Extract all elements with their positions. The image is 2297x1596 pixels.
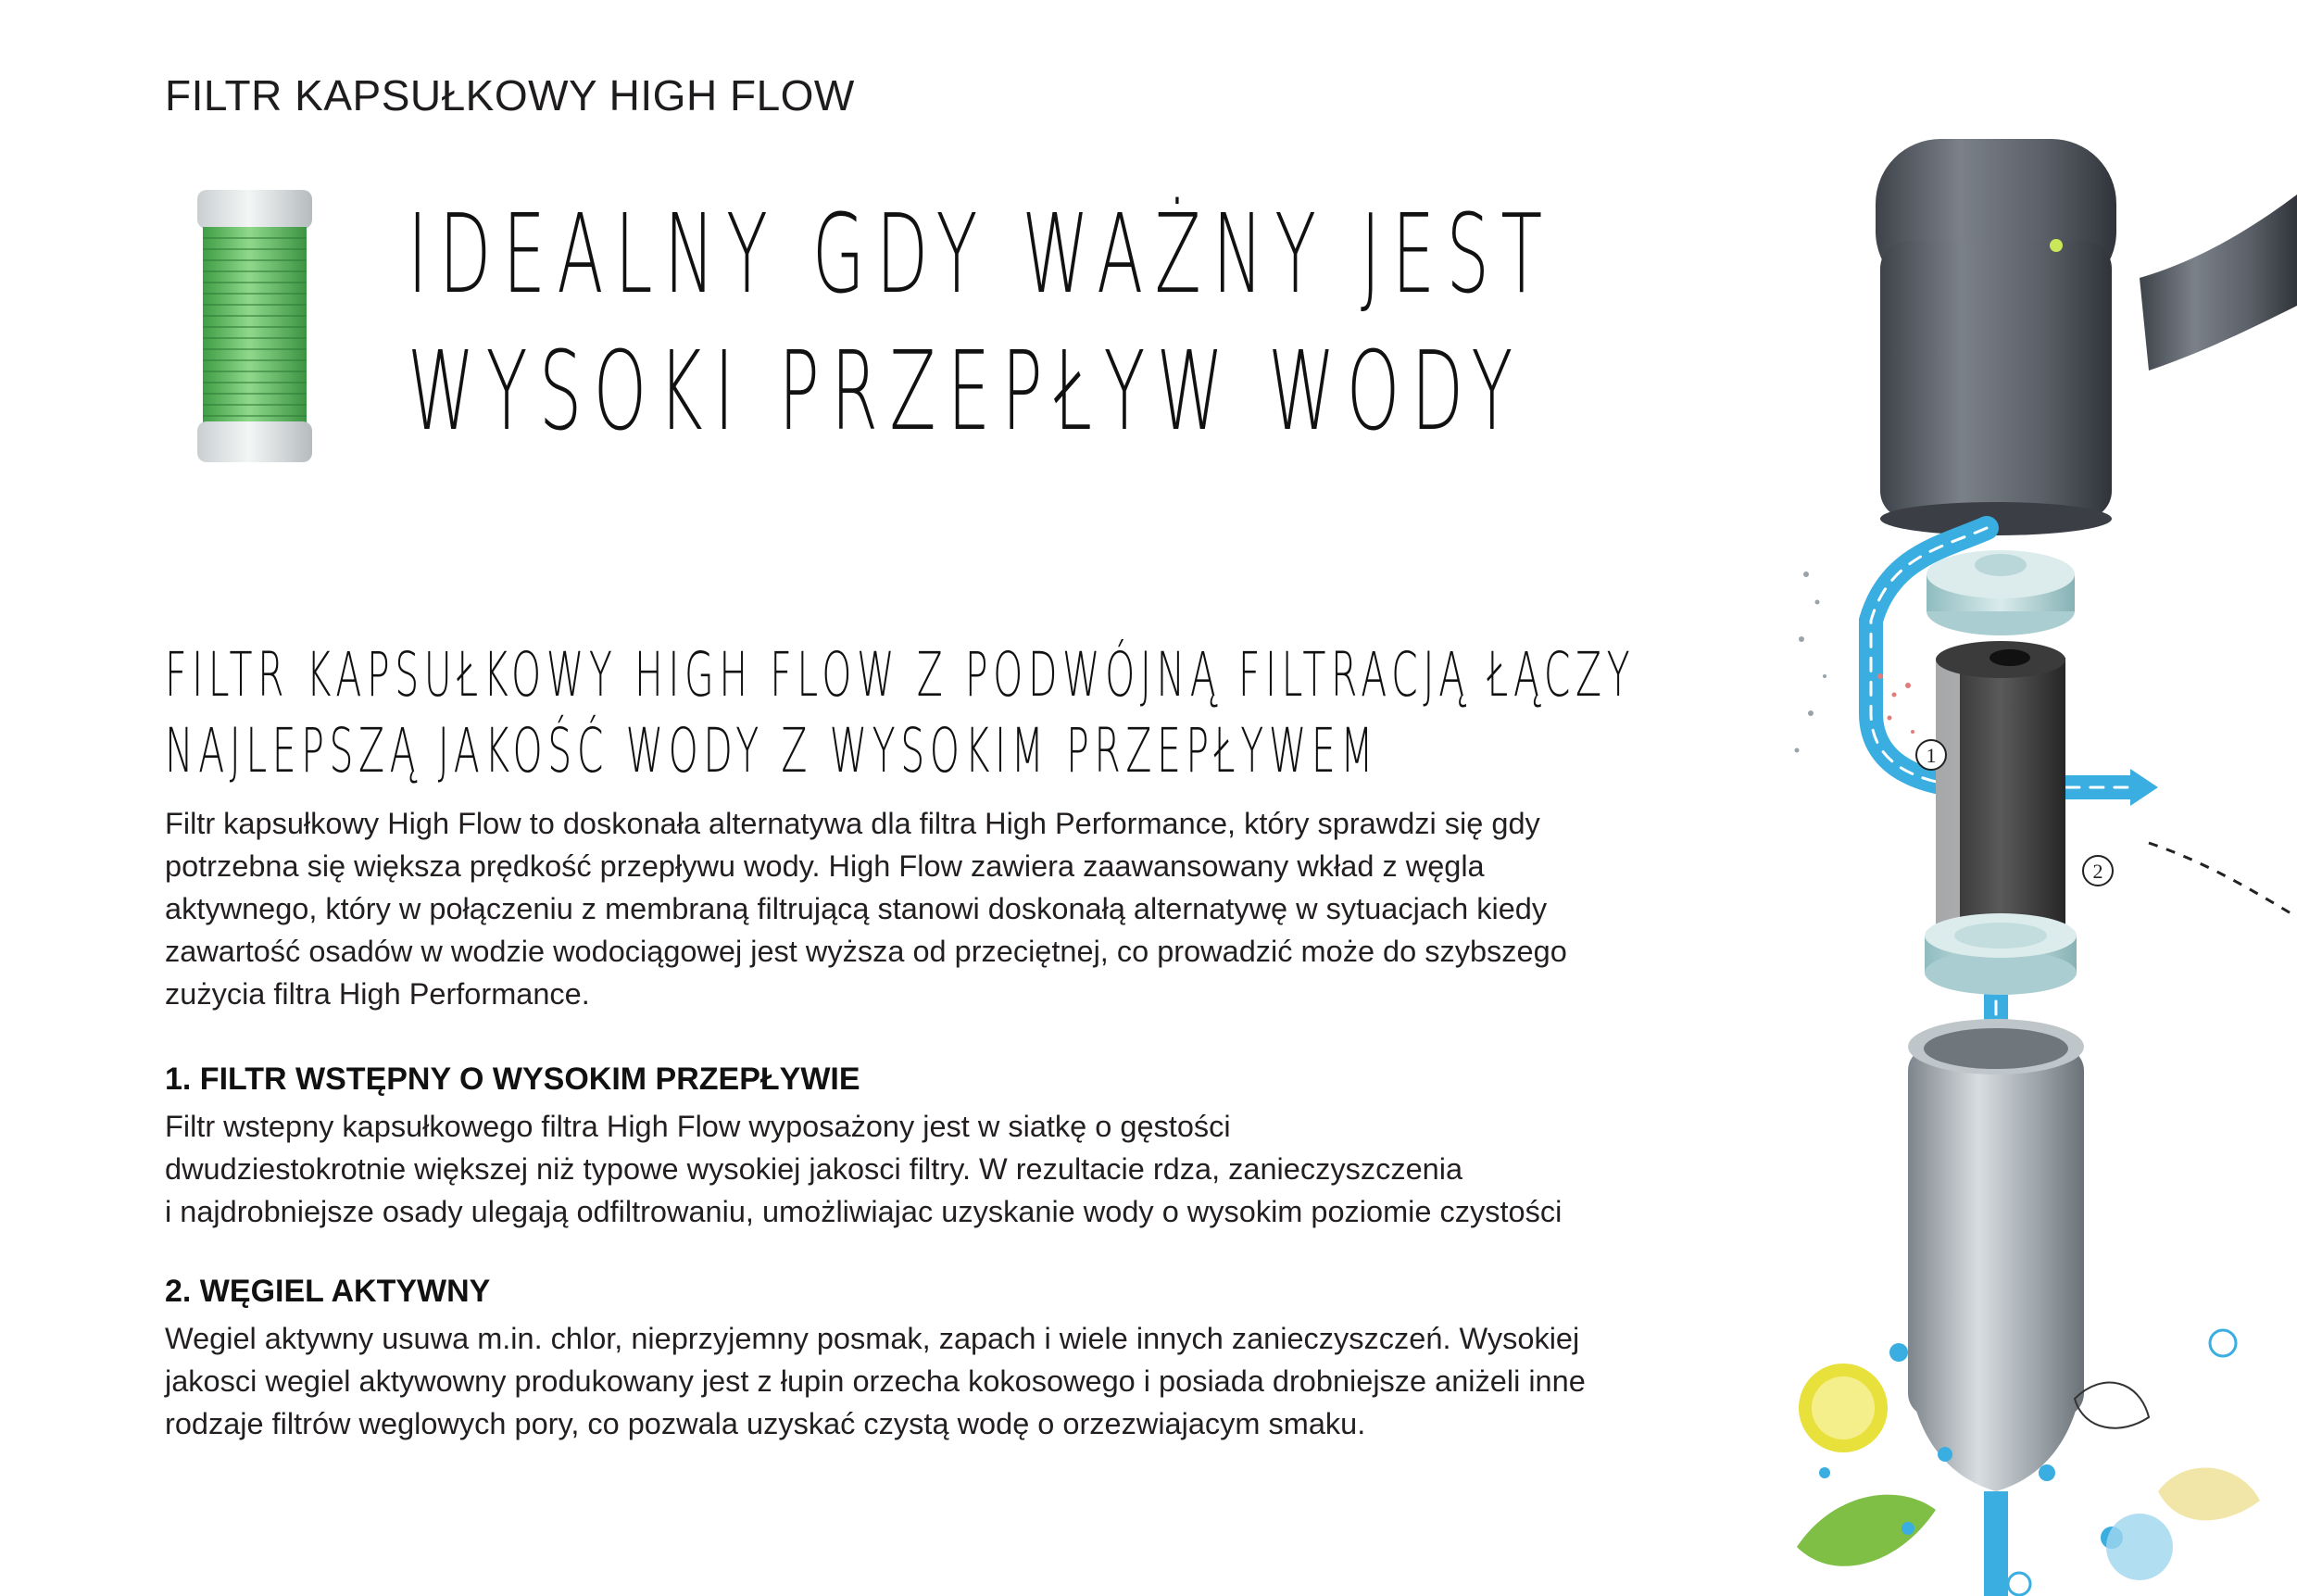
- tagline-line-2: WYSOKI PRZEPŁYW WODY: [408, 327, 1525, 455]
- marker-2: [2083, 856, 2113, 886]
- section-2-line: rodzaje filtrów weglowych pory, co pozwala uzyskać czystą wodę o orzezwiajacym smaku.: [165, 1407, 1366, 1440]
- filter-top-ring: [1927, 550, 2075, 635]
- dotted-guide-line: [2149, 843, 2297, 917]
- subheading-line-1: FILTR KAPSUŁKOWY HIGH FLOW Z PODWÓJNĄ FILTRACJĄ ŁĄCZY: [165, 639, 1636, 710]
- tap-head: [1876, 139, 2116, 535]
- subheading-line-2: NAJLEPSZĄ JAKOŚĆ WODY Z WYSOKIM PRZEPŁYWEM: [165, 715, 1379, 786]
- filter-housing: [1908, 1019, 2084, 1491]
- intro-line: zużycia filtra High Performance.: [165, 977, 590, 1011]
- tagline-line-1: IDEALNY GDY WAŻNY JEST: [408, 190, 1554, 318]
- section-2-line: Wegiel aktywny usuwa m.in. chlor, nieprzyjemny posmak, zapach i wiele innych zanieczyszczeń. Wysokiej: [165, 1322, 1580, 1355]
- page-header: FILTR KAPSUŁKOWY HIGH FLOW: [165, 71, 855, 119]
- section-1-line: Filtr wstepny kapsułkowego filtra High Flow wyposażony jest w siatkę o gęstości: [165, 1110, 1231, 1143]
- filter-bottom-ring: [1925, 913, 2077, 995]
- water-stream: [1984, 1491, 2008, 1596]
- subheading: [165, 637, 1635, 789]
- section-1-line: i najdrobniejsze osady ulegają odfiltrowaniu, umożliwiajac uzyskanie wody o wysokim poziomie czystości: [165, 1195, 1563, 1228]
- section-2-paragraph: [165, 1317, 1638, 1445]
- section-2-title: 2. WĘGIEL AKTYWNY: [165, 1274, 491, 1309]
- capsule-filter-image: [190, 190, 320, 468]
- lemon-illustration: [1799, 1364, 1888, 1452]
- sediment-particles: [1795, 572, 1827, 753]
- intro-line: zawartość osadów w wodzie wodociągowej jest wyższa od przeciętnej, co prowadzić może do szybszego: [165, 935, 1567, 968]
- section-1-line: dwudziestokrotnie większej niż typowe wysokiej jakosci filtry. W rezultacie rdza, zanieczyszczenia: [165, 1152, 1463, 1186]
- marker-1-label: 1: [1926, 744, 1937, 767]
- flow-arrowhead-icon: [2130, 769, 2158, 806]
- intro-line: aktywnego, który w połączeniu z membraną filtrującą stanowi doskonałą alternatywę w sytuacjach kiedy: [165, 892, 1548, 925]
- carbon-filter-core: [1936, 641, 2065, 926]
- tap-filter-diagram: [1741, 139, 2297, 1596]
- section-1-paragraph: [165, 1105, 1638, 1233]
- marker-2-label: 2: [2092, 860, 2103, 883]
- intro-line: potrzebna się większa prędkość przepływu wody. High Flow zawiera zaawansowany wkład z węgla: [165, 849, 1485, 883]
- section-1-title: 1. FILTR WSTĘPNY O WYSOKIM PRZEPŁYWIE: [165, 1062, 860, 1097]
- intro-line: Filtr kapsułkowy High Flow to doskonała alternatywa dla filtra High Performance, który sprawdzi się gdy: [165, 807, 1540, 840]
- marker-1: [1916, 740, 1946, 770]
- intro-paragraph: [165, 802, 1638, 1015]
- section-2-line: jakosci wegiel aktywowny produkowany jest z łupin orzecha kokosowego i posiada drobniejsze aniżeli inne: [165, 1364, 1586, 1398]
- tap-arm: [2140, 195, 2297, 371]
- tagline: [408, 185, 1554, 459]
